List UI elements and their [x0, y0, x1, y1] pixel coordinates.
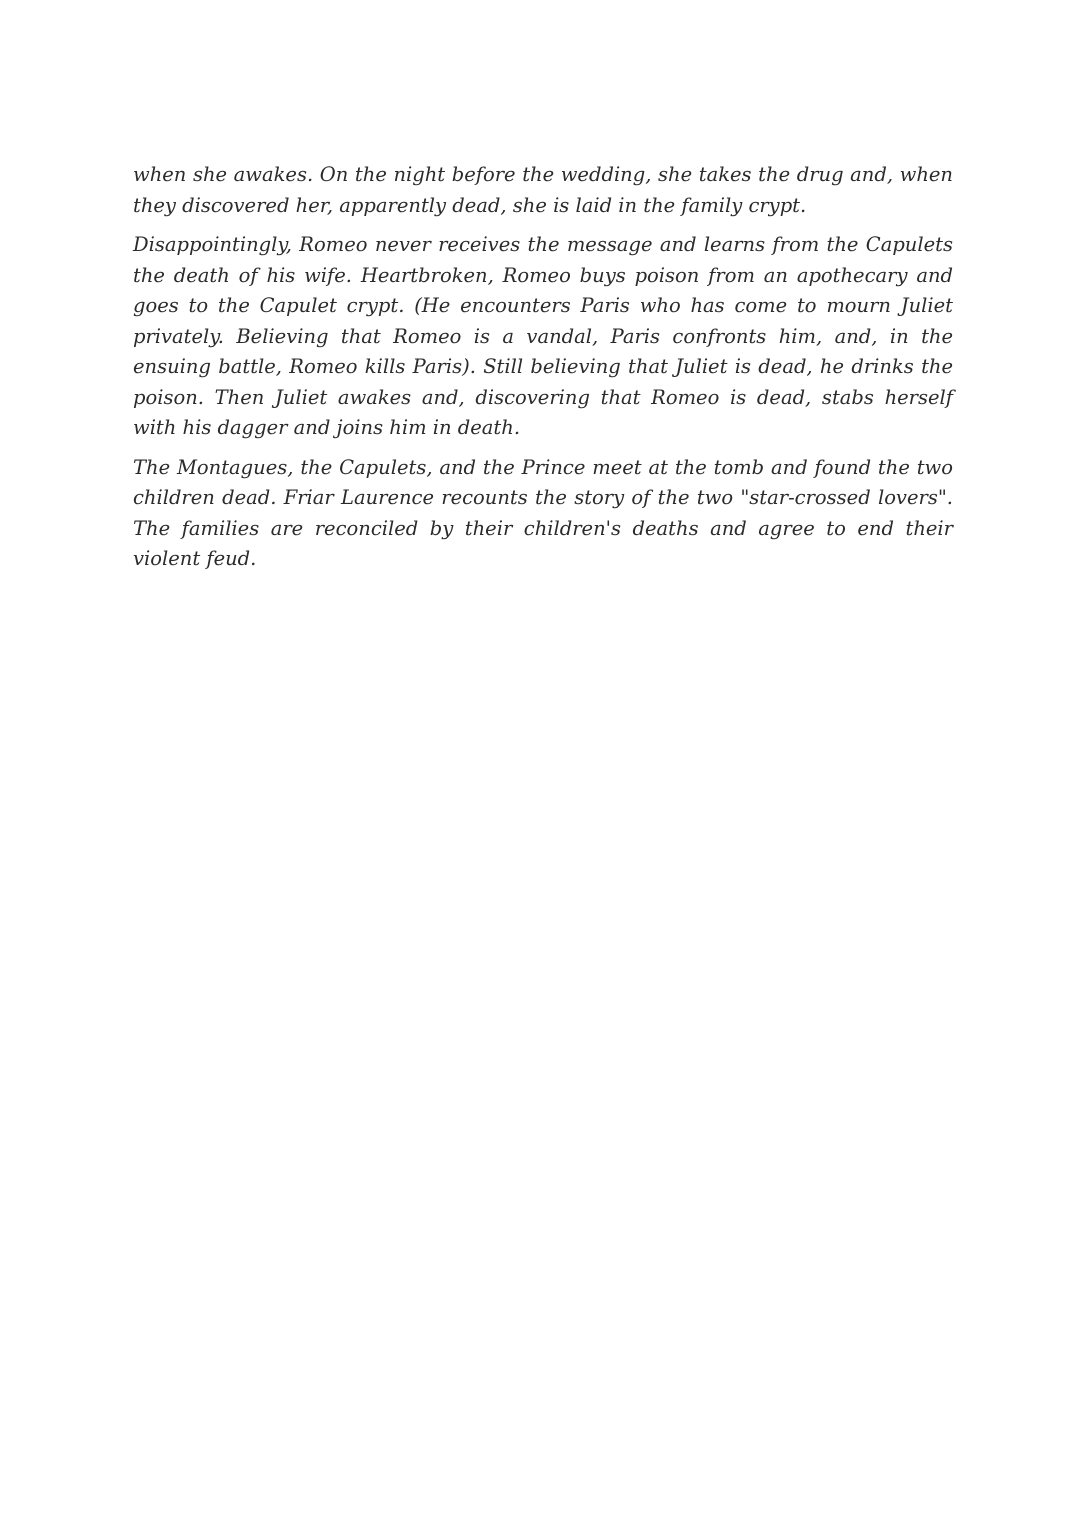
- document-body: [133, 160, 953, 584]
- paragraph-romeo-death: Disappointingly, Romeo never receives the message and learns from the Capulets the death of his wife. Heartbroken, Romeo buys poison from an apothecary and goes to the Capulet crypt. (He encounters Paris who has come to mourn Juliet privately. Believing that Romeo is a vandal, Paris confronts him, and, in the ensuing battle, Romeo kills Paris). Still believing that Juliet is dead, he drinks the poison. Then Juliet awakes and, discovering that Romeo is dead, stabs herself with his dagger and joins him in death.: [133, 233, 953, 439]
- paragraph-crypt: when she awakes. On the night before the wedding, she takes the drug and, when they discovered her, apparently dead, she is laid in the family crypt.: [133, 163, 953, 217]
- paragraph-reconciliation: The Montagues, the Capulets, and the Prince meet at the tomb and found the two children dead. Friar Laurence recounts the story of the two "star-crossed lovers". The families are reconciled by their children's deaths and agree to end their violent feud.: [133, 455, 953, 570]
